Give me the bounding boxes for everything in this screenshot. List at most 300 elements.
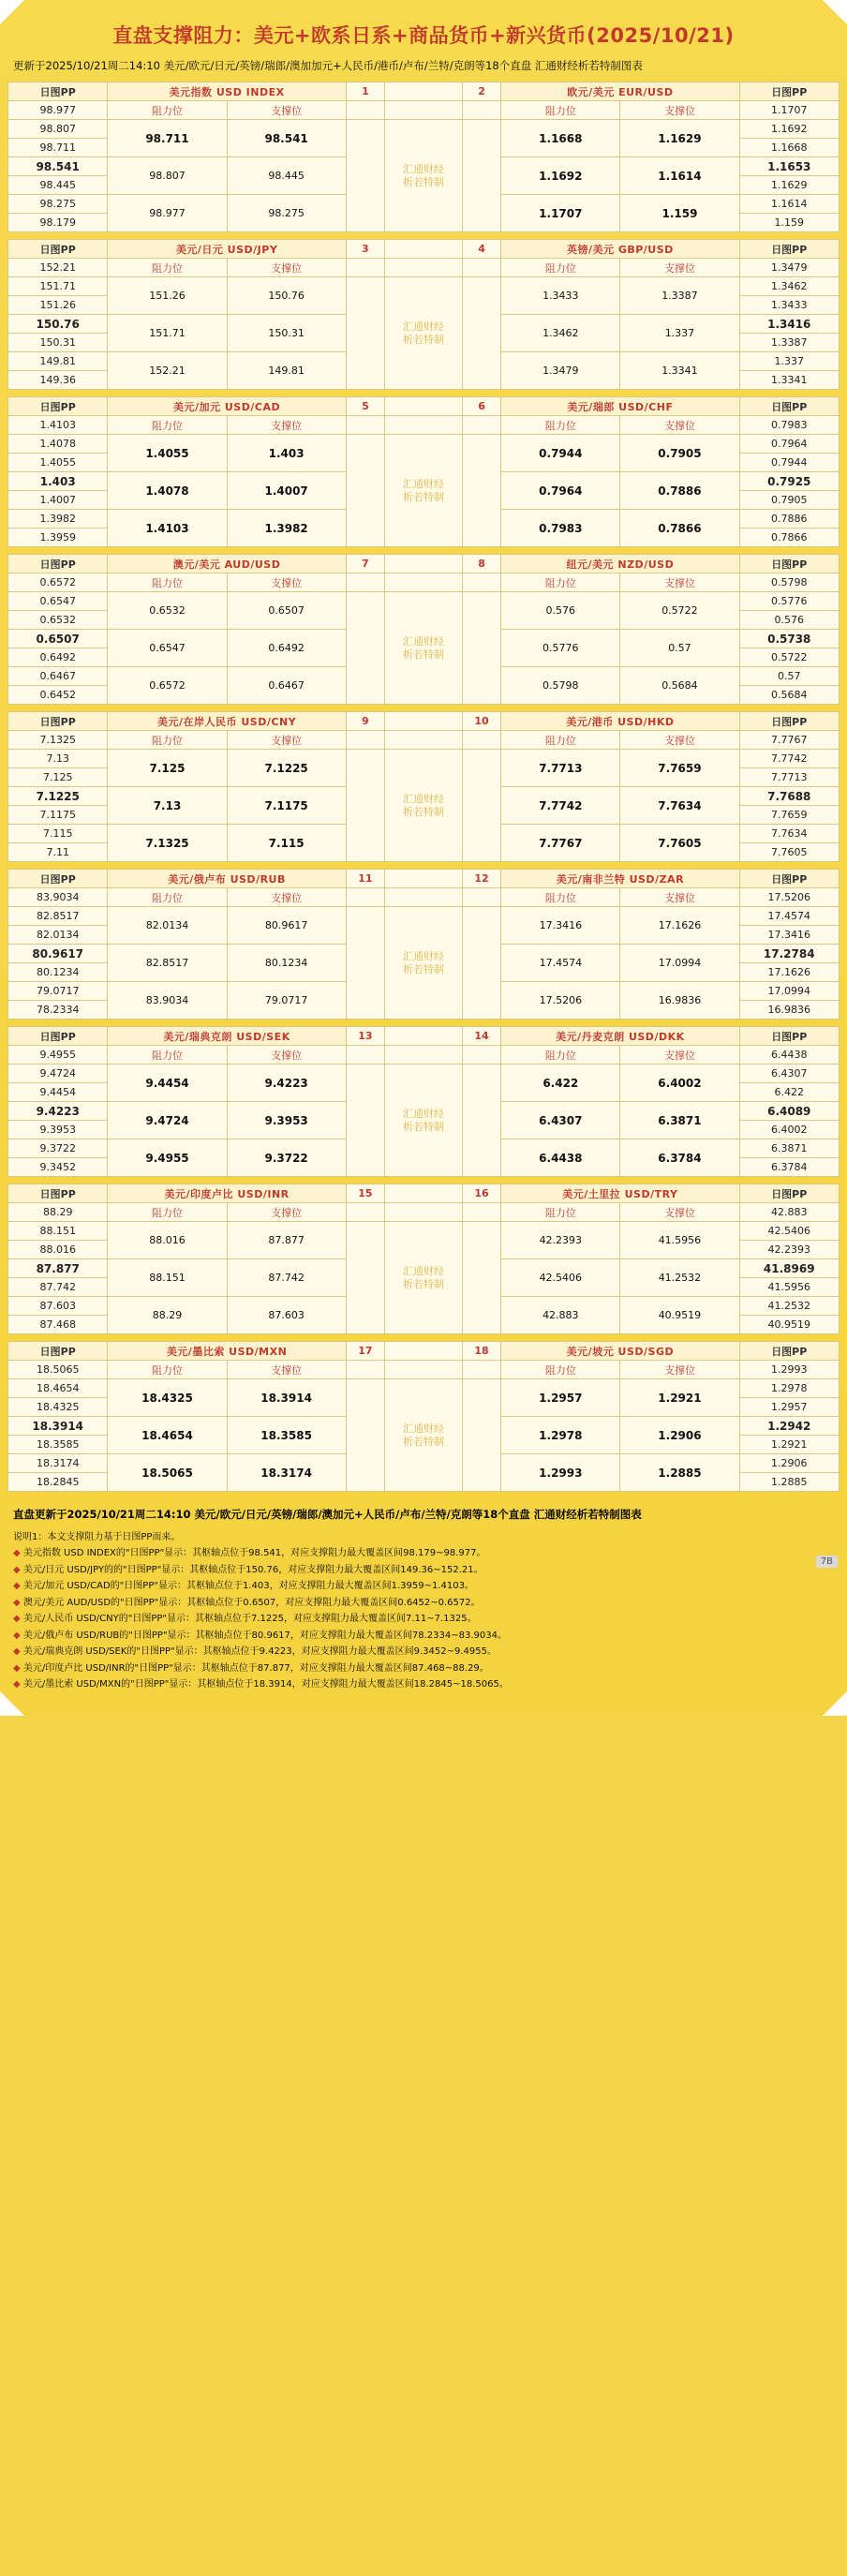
mid-spacer [385,555,463,573]
right-level: 42.5406 [739,1222,840,1241]
left-level: 98.179 [8,214,108,232]
right-level: 7.7713 [739,768,840,787]
table-row [8,888,840,907]
right-support-value: 6.3784 [620,1139,739,1177]
block-number-right: 16 [462,1184,500,1203]
block-number-left: 9 [346,712,384,731]
left-resistance-value: 9.4724 [108,1102,227,1139]
note-item: ◆ 澳元/美元 AUD/USD的"日图PP"显示：其枢轴点位于0.6507，对应支撑阻力最大覆盖区间0.6452~0.6572。 [13,1597,481,1608]
right-level: 1.3433 [739,296,839,315]
block-number-left: 1 [346,82,384,101]
left-level: 9.4955 [8,1046,108,1065]
left-level: 9.3722 [8,1139,108,1158]
right-support-value: 7.7605 [620,825,739,862]
right-level: 7.7742 [739,750,840,768]
right-note-cell [462,120,500,232]
right-level: 0.7925 [739,472,839,491]
right-support-value: 0.7886 [620,472,739,510]
left-resistance-value: 83.9034 [108,982,227,1020]
right-resistance-header: 阻力位 [501,259,620,277]
right-note-cell [462,907,500,1020]
spacer-cell [462,731,500,750]
left-level: 1.4055 [8,454,108,472]
right-resistance-value: 17.4574 [501,945,620,982]
spacer-cell [346,1203,384,1222]
left-level: 78.2334 [8,1001,108,1020]
right-support-value: 0.57 [620,630,739,667]
left-resistance-value: 18.4325 [108,1379,227,1417]
left-pp-header: 日图PP [8,712,108,731]
right-level: 42.2393 [739,1241,840,1259]
left-note-cell [346,907,384,1020]
right-level: 1.1629 [739,176,839,195]
right-pp-header: 日图PP [739,240,839,259]
right-support-value: 6.4002 [620,1065,739,1102]
page-subtitle: 更新于2025/10/21周二14:10 美元/欧元/日元/英镑/瑞郎/澳加加元+人民币/港币/卢布/兰特/克朗等18个直盘 汇通财经析若特制图表 [13,59,643,72]
left-resistance-value: 98.711 [108,120,227,157]
mid-spacer [385,101,463,120]
left-support-header: 支撑位 [227,1203,346,1222]
right-level: 1.1707 [739,101,839,120]
block-number-left: 17 [346,1342,384,1361]
right-support-value: 1.1629 [620,120,739,157]
table-row [8,397,840,416]
left-resistance-value: 151.71 [108,315,227,352]
right-support-value: 7.7659 [620,750,739,787]
left-level: 87.468 [8,1316,108,1334]
right-support-value: 1.2906 [620,1417,739,1454]
left-pp-header: 日图PP [8,1342,108,1361]
left-level: 151.26 [8,296,108,315]
right-resistance-value: 1.2978 [501,1417,620,1454]
right-note-cell [462,592,500,705]
pivot-tables-container [0,82,847,1492]
left-level: 83.9034 [8,888,108,907]
left-level: 79.0717 [8,982,108,1001]
left-level: 150.31 [8,334,108,352]
right-support-value: 1.337 [620,315,739,352]
right-level: 6.3871 [739,1139,840,1158]
right-note-cell [462,277,500,390]
right-level: 1.3462 [739,277,839,296]
right-resistance-value: 1.1707 [501,195,620,232]
table-row [8,277,840,296]
block-number-right: 6 [462,397,500,416]
mid-spacer [385,397,463,416]
right-level: 0.5738 [739,630,839,648]
pivot-block [7,869,840,1020]
pivot-block [7,554,840,705]
right-support-header: 支撑位 [620,888,739,907]
left-level: 7.1325 [8,731,108,750]
left-level: 0.6507 [8,630,108,648]
block-number-left: 11 [346,870,384,888]
right-note-cell [462,1379,500,1492]
left-support-value: 1.3982 [227,510,346,547]
right-level: 1.2993 [739,1361,839,1379]
watermark: 汇通财经 析若特制 [385,1065,463,1177]
right-level: 1.2906 [739,1454,839,1473]
left-resistance-value: 82.8517 [108,945,227,982]
left-resistance-value: 7.125 [108,750,227,787]
right-support-header: 支撑位 [620,1046,739,1065]
right-pp-header: 日图PP [739,1184,840,1203]
spacer-cell [346,259,384,277]
left-resistance-header: 阻力位 [108,101,227,120]
right-level: 6.422 [739,1083,840,1102]
table-row [8,573,840,592]
left-support-value: 98.445 [227,157,346,195]
right-resistance-value: 0.7983 [501,510,620,547]
mid-spacer [385,1342,463,1361]
right-level: 0.5776 [739,592,839,611]
table-row [8,907,840,926]
left-level: 0.6547 [8,592,108,611]
right-pp-header: 日图PP [739,1342,839,1361]
right-level: 1.3387 [739,334,839,352]
left-resistance-value: 152.21 [108,352,227,390]
corner-decoration-bottom-right [823,1691,847,1716]
left-level: 82.0134 [8,926,108,945]
left-level: 7.11 [8,843,108,862]
right-level: 0.5722 [739,648,839,667]
right-level: 41.5956 [739,1278,840,1297]
right-support-value: 0.7866 [620,510,739,547]
left-level: 0.6492 [8,648,108,667]
left-level: 87.877 [8,1259,108,1278]
note-item: ◆ 美元/墨比索 USD/MXN的"日图PP"显示：其枢轴点位于18.3914，对应支撑阻力最大覆盖区间18.2845~18.5065。 [13,1679,509,1690]
block-number-left: 13 [346,1027,384,1046]
corner-decoration-bottom-left [0,1691,24,1716]
right-resistance-value: 0.7964 [501,472,620,510]
right-support-value: 7.7634 [620,787,739,825]
left-level: 1.3959 [8,529,108,547]
right-resistance-header: 阻力位 [501,1361,620,1379]
right-pair-title: 欧元/美元 EUR/USD [501,82,739,101]
block-number-left: 5 [346,397,384,416]
right-level: 7.7634 [739,825,840,843]
right-level: 1.3479 [739,259,839,277]
left-resistance-value: 0.6532 [108,592,227,630]
left-level: 18.5065 [8,1361,108,1379]
block-number-right: 8 [462,555,500,573]
spacer-cell [462,1203,500,1222]
left-support-header: 支撑位 [227,731,346,750]
left-support-value: 87.742 [227,1259,346,1297]
pivot-block [7,1026,840,1177]
right-level: 41.8969 [739,1259,840,1278]
block-number-left: 3 [346,240,384,259]
spacer-cell [346,416,384,435]
left-support-header: 支撑位 [227,1046,346,1065]
left-support-value: 18.3585 [227,1417,346,1454]
right-resistance-value: 7.7742 [501,787,620,825]
spacer-cell [346,573,384,592]
right-level: 1.2957 [739,1398,839,1417]
note-item: ◆ 美元/印度卢比 USD/INR的"日图PP"显示：其枢轴点位于87.877，对应支撑阻力最大覆盖区间87.468~88.29。 [13,1662,489,1674]
right-level: 6.4307 [739,1065,840,1083]
mid-spacer [385,1184,463,1203]
spacer-cell [462,416,500,435]
left-pair-title: 美元/加元 USD/CAD [108,397,346,416]
left-level: 1.4103 [8,416,108,435]
right-resistance-value: 1.1692 [501,157,620,195]
block-number-right: 18 [462,1342,500,1361]
left-support-value: 80.9617 [227,907,346,945]
right-resistance-value: 0.576 [501,592,620,630]
note-item: ◆ 美元/瑞典克朗 USD/SEK的"日图PP"显示：其枢轴点位于9.4223，对应支撑阻力最大覆盖区间9.3452~9.4955。 [13,1646,497,1658]
right-support-header: 支撑位 [620,573,739,592]
left-level: 88.016 [8,1241,108,1259]
table-row [8,101,840,120]
footer-line: 直盘更新于2025/10/21周二14:10 美元/欧元/日元/英镑/瑞郎/澳加元+人民币/卢布/兰特/克朗等18个直盘 汇通财经析若特制图表 [13,1508,642,1522]
block-number-right: 14 [462,1027,500,1046]
right-pair-title: 美元/南非兰特 USD/ZAR [501,870,739,888]
left-note-cell [346,1222,384,1334]
left-level: 1.4078 [8,435,108,454]
left-pair-title: 澳元/美元 AUD/USD [108,555,346,573]
right-resistance-value: 17.3416 [501,907,620,945]
block-number-left: 7 [346,555,384,573]
mid-spacer [385,82,463,101]
notes-section [0,1526,847,1710]
left-level: 80.9617 [8,945,108,963]
left-resistance-value: 7.13 [108,787,227,825]
right-pair-title: 纽元/美元 NZD/USD [501,555,739,573]
right-level: 1.1692 [739,120,839,139]
note-item: ◆ 美元/日元 USD/JPY的的"日图PP"显示：其枢轴点位于150.76，对应支撑阻力最大覆盖区间149.36~152.21。 [13,1564,483,1575]
mid-spacer [385,240,463,259]
left-pp-header: 日图PP [8,870,108,888]
left-resistance-header: 阻力位 [108,259,227,277]
left-support-value: 1.403 [227,435,346,472]
block-number-left: 15 [346,1184,384,1203]
left-resistance-header: 阻力位 [108,888,227,907]
note-item: ◆ 美元/人民币 USD/CNY的"日图PP"显示：其枢轴点位于7.1225，对应支撑阻力最大覆盖区间7.11~7.1325。 [13,1614,477,1625]
left-level: 9.4454 [8,1083,108,1102]
left-pair-title: 美元/印度卢比 USD/INR [108,1184,346,1203]
right-level: 42.883 [739,1203,840,1222]
left-pp-header: 日图PP [8,1184,108,1203]
left-pair-title: 美元/在岸人民币 USD/CNY [108,712,346,731]
left-resistance-header: 阻力位 [108,1046,227,1065]
right-level: 7.7767 [739,731,840,750]
left-resistance-value: 88.151 [108,1259,227,1297]
left-resistance-value: 98.977 [108,195,227,232]
right-level: 1.1653 [739,157,839,176]
right-support-value: 0.7905 [620,435,739,472]
left-pair-title: 美元/墨比索 USD/MXN [108,1342,346,1361]
watermark: 汇通财经 析若特制 [385,592,463,705]
right-pp-header: 日图PP [739,870,839,888]
left-support-value: 0.6507 [227,592,346,630]
left-support-value: 87.877 [227,1222,346,1259]
left-level: 18.4325 [8,1398,108,1417]
right-pair-title: 美元/瑞郎 USD/CHF [501,397,739,416]
mid-spacer [385,712,463,731]
watermark: 汇通财经 析若特制 [385,1379,463,1492]
left-level: 0.6467 [8,667,108,686]
table-row [8,592,840,611]
right-pair-title: 美元/港币 USD/HKD [501,712,739,731]
left-resistance-value: 18.4654 [108,1417,227,1454]
right-resistance-value: 1.3433 [501,277,620,315]
left-pp-header: 日图PP [8,240,108,259]
left-level: 18.3174 [8,1454,108,1473]
right-support-header: 支撑位 [620,259,739,277]
left-level: 0.6452 [8,686,108,705]
left-resistance-header: 阻力位 [108,1203,227,1222]
right-pp-header: 日图PP [739,712,840,731]
left-level: 149.81 [8,352,108,371]
right-note-cell [462,1222,500,1334]
right-resistance-header: 阻力位 [501,416,620,435]
pivot-block [7,396,840,547]
mid-spacer [385,1027,463,1046]
left-support-value: 9.3953 [227,1102,346,1139]
left-support-header: 支撑位 [227,888,346,907]
left-pair-title: 美元/俄卢布 USD/RUB [108,870,346,888]
table-row [8,259,840,277]
right-level: 7.7659 [739,806,840,825]
spacer-cell [462,888,500,907]
left-pair-title: 美元/瑞典克朗 USD/SEK [108,1027,346,1046]
left-pp-header: 日图PP [8,555,108,573]
left-level: 1.3982 [8,510,108,529]
right-level: 0.7886 [739,510,839,529]
mid-spacer [385,1361,463,1379]
left-level: 7.125 [8,768,108,787]
left-level: 7.115 [8,825,108,843]
right-level: 1.2921 [739,1436,839,1454]
left-resistance-value: 82.0134 [108,907,227,945]
spacer-cell [346,888,384,907]
left-support-value: 0.6492 [227,630,346,667]
watermark: 汇通财经 析若特制 [385,435,463,547]
left-resistance-header: 阻力位 [108,1361,227,1379]
left-resistance-value: 18.5065 [108,1454,227,1492]
table-row [8,416,840,435]
left-level: 18.2845 [8,1473,108,1492]
right-level: 16.9836 [739,1001,839,1020]
pivot-block [7,82,840,232]
table-row [8,1203,840,1222]
table-row [8,1222,840,1241]
right-level: 17.2784 [739,945,839,963]
left-level: 9.4724 [8,1065,108,1083]
left-resistance-value: 9.4955 [108,1139,227,1177]
table-row [8,1342,840,1361]
left-level: 87.742 [8,1278,108,1297]
right-note-cell [462,750,500,862]
left-resistance-value: 0.6572 [108,667,227,705]
right-resistance-value: 7.7767 [501,825,620,862]
right-pair-title: 美元/丹麦克朗 USD/DKK [501,1027,739,1046]
right-support-value: 1.2885 [620,1454,739,1492]
left-support-value: 150.31 [227,315,346,352]
left-support-value: 150.76 [227,277,346,315]
left-support-value: 7.115 [227,825,346,862]
right-level: 7.7688 [739,787,840,806]
right-resistance-value: 42.2393 [501,1222,620,1259]
left-level: 0.6532 [8,611,108,630]
left-level: 87.603 [8,1297,108,1316]
table-row [8,240,840,259]
right-level: 17.5206 [739,888,839,907]
left-note-cell [346,750,384,862]
left-level: 1.4007 [8,491,108,510]
spacer-cell [462,573,500,592]
left-pair-title: 美元指数 USD INDEX [108,82,346,101]
right-support-value: 6.3871 [620,1102,739,1139]
right-level: 0.7944 [739,454,839,472]
watermark: 汇通财经 析若特制 [385,120,463,232]
watermark: 汇通财经 析若特制 [385,750,463,862]
right-level: 0.7964 [739,435,839,454]
right-level: 40.9519 [739,1316,840,1334]
right-support-value: 41.2532 [620,1259,739,1297]
right-support-value: 16.9836 [620,982,739,1020]
right-level: 6.4438 [739,1046,840,1065]
left-support-header: 支撑位 [227,259,346,277]
spacer-cell [346,1361,384,1379]
right-resistance-value: 0.5776 [501,630,620,667]
mid-spacer [385,573,463,592]
left-level: 88.151 [8,1222,108,1241]
right-level: 17.3416 [739,926,839,945]
block-number-right: 2 [462,82,500,101]
left-level: 98.977 [8,101,108,120]
right-support-value: 1.1614 [620,157,739,195]
table-row [8,1065,840,1083]
watermark: 汇通财经 析若特制 [385,277,463,390]
table-row [8,712,840,731]
right-resistance-value: 0.5798 [501,667,620,705]
right-level: 1.1668 [739,139,839,157]
watermark: 汇通财经 析若特制 [385,907,463,1020]
block-number-right: 12 [462,870,500,888]
left-level: 7.1175 [8,806,108,825]
left-support-header: 支撑位 [227,573,346,592]
left-level: 149.36 [8,371,108,390]
right-resistance-header: 阻力位 [501,731,620,750]
right-level: 1.1614 [739,195,839,214]
right-level: 17.4574 [739,907,839,926]
left-level: 152.21 [8,259,108,277]
page-title-text: 直盘支撑阻力：美元+欧系日系+商品货币+新兴货币(2025/10/21) [112,24,735,47]
right-resistance-value: 7.7713 [501,750,620,787]
right-support-value: 1.159 [620,195,739,232]
left-support-header: 支撑位 [227,101,346,120]
left-pp-header: 日图PP [8,82,108,101]
right-support-value: 0.5684 [620,667,739,705]
right-support-value: 1.3387 [620,277,739,315]
table-row [8,1027,840,1046]
left-resistance-value: 98.807 [108,157,227,195]
table-row [8,435,840,454]
left-level: 18.3914 [8,1417,108,1436]
right-resistance-header: 阻力位 [501,101,620,120]
mid-spacer [385,1203,463,1222]
right-resistance-value: 0.7944 [501,435,620,472]
right-resistance-value: 1.2957 [501,1379,620,1417]
left-note-cell [346,1065,384,1177]
right-note-cell [462,1065,500,1177]
left-note-cell [346,435,384,547]
right-support-value: 1.2921 [620,1379,739,1417]
mid-spacer [385,870,463,888]
right-pair-title: 美元/坡元 USD/SGD [501,1342,739,1361]
